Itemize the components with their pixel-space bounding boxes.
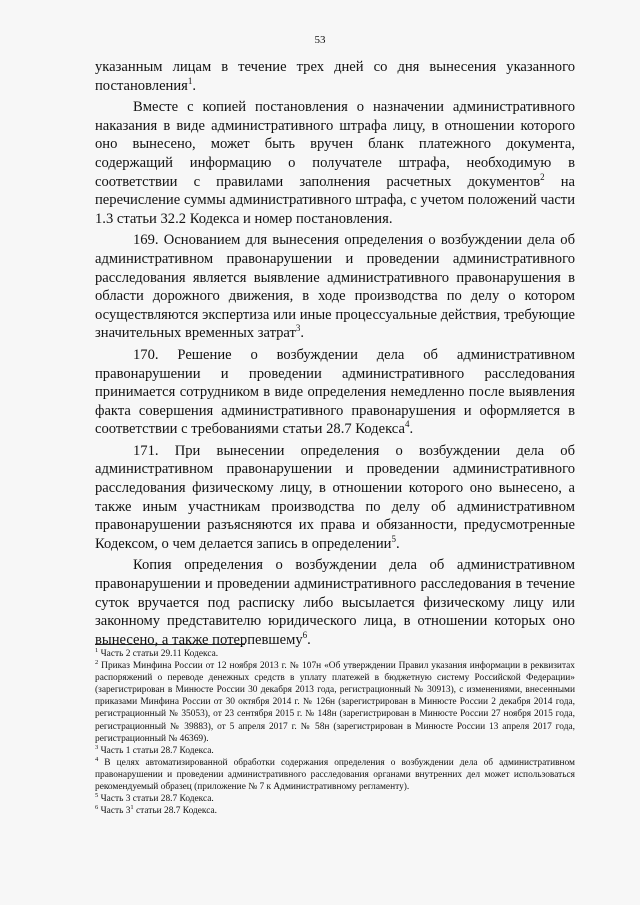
footnote: $^4$ В целях автоматизированной обработки содержания определения о возбуждении дела об административном правонарушении и проведении административного расследования органами внутренних дел может использоваться рекомендуемый образец (приложение № 7 к Административному регламенту). <box>95 755 575 793</box>
page-number: 53 <box>314 34 326 46</box>
footnote: $^6$ Часть $3^1$ статьи 28.7 Кодекса. <box>95 804 218 817</box>
footnote-ref: 5 <box>391 533 396 544</box>
footnote-ref: 4 <box>404 419 410 430</box>
footnote: $^3$ Часть 1 статьи 28.7 Кодекса. <box>95 743 214 756</box>
paragraph: указанным лицам в течение трех дней со дня вынесения указанного постановления$^1$. <box>95 59 575 94</box>
footnote-ref: 1 <box>187 75 193 86</box>
paragraph-171: 171. При вынесении определения о возбуждении дела об административном правонарушении и проведении административного расследования физическому лицу, в отношении которого оно вынесено, а также иным участникам производства по делу об административном правонарушении разъясняются их права и обязанности, предусмотренные Кодексом, о чем делается запись в определении$^5$. <box>95 442 575 552</box>
footnote-ref: 6 <box>302 629 308 640</box>
footnote: $^1$ Часть 2 статьи 29.11 Кодекса. <box>95 646 219 659</box>
body-text <box>95 58 575 652</box>
paragraph: Вместе с копией постановления о назначении административного наказания в виде административного штрафа лицу, в отношении которого оно вынесено, может быть вручен бланк платежного документа, содержащий информацию о получателе штрафа, необходимую в соответствии с правилами заполнения расчетных документов$^2$ на перечисление суммы административного штрафа, с учетом положений части 1.3 статьи 32.2 Кодекса и номер постановления. <box>95 99 576 227</box>
paragraph-170: 170. Решение о возбуждении дела об административном правонарушении и проведении административного расследования принимается сотрудником в виде определения немедленно после выявления факта совершения административного правонарушения и оформляется в соответствии с требованиями статьи 28.7 Кодекса$^4$. <box>95 346 575 438</box>
footnote: $^5$ Часть 3 статьи 28.7 Кодекса. <box>95 792 214 805</box>
footnote-ref: 2 <box>540 171 545 182</box>
paragraph: Копия определения о возбуждении дела об административном правонарушении и проведении административного расследования в течение суток вручается под расписку либо высылается физическому лицу или законному представителю юридического лица, в отношении которых оно вынесено, а также потерпевшему$^6$. <box>95 557 575 648</box>
footnote: $^2$ Приказ Минфина России от 12 ноября 2013 г. № 107н «Об утверждении Правил указания информации в реквизитах распоряжений о переводе денежных средств в уплату платежей в бюджетную систему Российской Федерации» (зарегистрирован в Минюсте России 30 декабря 2013 года, регистрационный № 30913), с изменениями, внесенными приказами Минфина России от 30 октября 2014 г. № 126н (зарегистрирован в Минюсте России 2 декабря 2014 года, регистрационный № 35053), от 23 сентября 2015 г. № 148н (зарегистрирован в Минюсте России 27 ноября 2015 года, регистрационный № 39883), от 5 апреля 2017 г. № 58н (зарегистрирован в Минюсте России 13 апреля 2017 года, регистрационный № 46369). <box>95 658 575 744</box>
footnote-ref: 3 <box>295 323 301 334</box>
paragraph-169: 169. Основанием для вынесения определения о возбуждении дела об административном правонарушении и проведении административного расследования является выявление административного правонарушения в области дорожного движения, в ходе производства по делу о котором осуществляются экспертиза или иные процессуальные действия, требующие значительных временных затрат$^3$. <box>95 232 575 342</box>
footnote-divider <box>95 644 245 645</box>
footnotes <box>95 648 575 817</box>
